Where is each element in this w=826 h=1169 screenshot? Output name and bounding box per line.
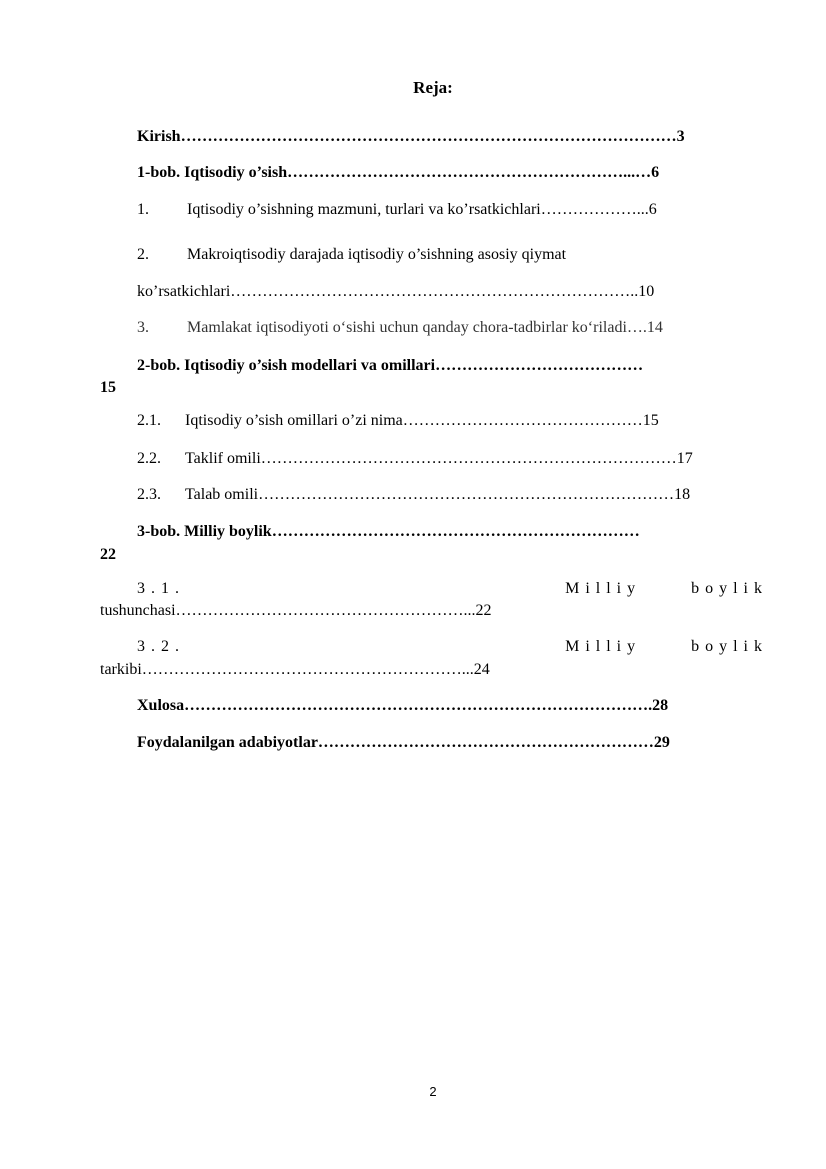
toc-entry-2-2 — [137, 449, 693, 469]
section-number: 2.1. — [137, 412, 161, 429]
toc-entry-adabiyotlar: Foydalanilgan adabiyotlar………………………………………………………29 — [137, 734, 670, 751]
section-number: 2.2. — [137, 450, 161, 467]
toc-entry-chapter-3-page: 22 — [100, 546, 116, 563]
toc-entry-3-1-line-2: tushunchasi………………………………………………...22 — [100, 602, 492, 619]
toc-entry-1-1 — [137, 200, 657, 220]
section-title: Iqtisodiy o’sishning mazmuni, turlari va ko’rsatkichlari………………...6 — [187, 201, 657, 218]
toc-entry-chapter-2: 2-bob. Iqtisodiy o’sish modellari va omillari………………………………… — [137, 357, 644, 374]
toc-entry-2-1 — [137, 411, 659, 431]
section-word: boylik — [691, 580, 768, 597]
section-word: Milliy — [565, 638, 642, 655]
section-title: Makroiqtisodiy darajada iqtisodiy o’sishning asosiy qiymat — [187, 246, 567, 263]
section-title: Mamlakat iqtisodiyoti o‘sishi uchun qanday chora-tadbirlar ko‘riladi….14 — [187, 319, 663, 336]
toc-entry-chapter-3: 3-bob. Milliy boylik…………………………………………………………… — [137, 523, 640, 540]
toc-entry-1-2-line-1 — [137, 245, 566, 265]
toc-entry-2-3 — [137, 485, 690, 505]
section-word: Milliy — [565, 580, 642, 597]
toc-entry-3-1-line-1 — [137, 579, 768, 599]
toc-entry-1-2-line-2: ko’rsatkichlari…………………………………………………………………..10 — [137, 283, 655, 300]
section-word: boylik — [691, 638, 768, 655]
toc-entry-3-2-line-1 — [137, 637, 768, 657]
toc-entry-3-2-line-2: tarkibi……………………………………………………...24 — [100, 661, 490, 678]
page-number: 2 — [429, 1084, 437, 1099]
section-number: 3.1. — [137, 580, 185, 597]
section-number: 3.2. — [137, 638, 185, 655]
toc-entry-xulosa: Xulosa…………………………………………………………………………….28 — [137, 697, 669, 714]
section-number: 2.3. — [137, 486, 161, 503]
toc-entry-1-3 — [137, 318, 663, 338]
section-title: Taklif omili……………………………………………………………………17 — [185, 450, 693, 467]
section-title: Iqtisodiy o’sish omillari o’zi nima………………………………………15 — [185, 412, 659, 429]
toc-entry-chapter-2-page: 15 — [100, 379, 116, 396]
section-number: 2. — [137, 246, 149, 263]
section-number: 3. — [137, 319, 149, 336]
section-title: Talab omili……………………………………………………………………18 — [185, 486, 691, 503]
section-number: 1. — [137, 201, 149, 218]
toc-entry-chapter-1: 1-bob. Iqtisodiy o’sish………………………………………………………...…6 — [137, 164, 660, 181]
toc-entry-kirish: Kirish…………………………………………………………………………………3 — [137, 128, 685, 145]
page-title: Reja: — [413, 78, 453, 97]
